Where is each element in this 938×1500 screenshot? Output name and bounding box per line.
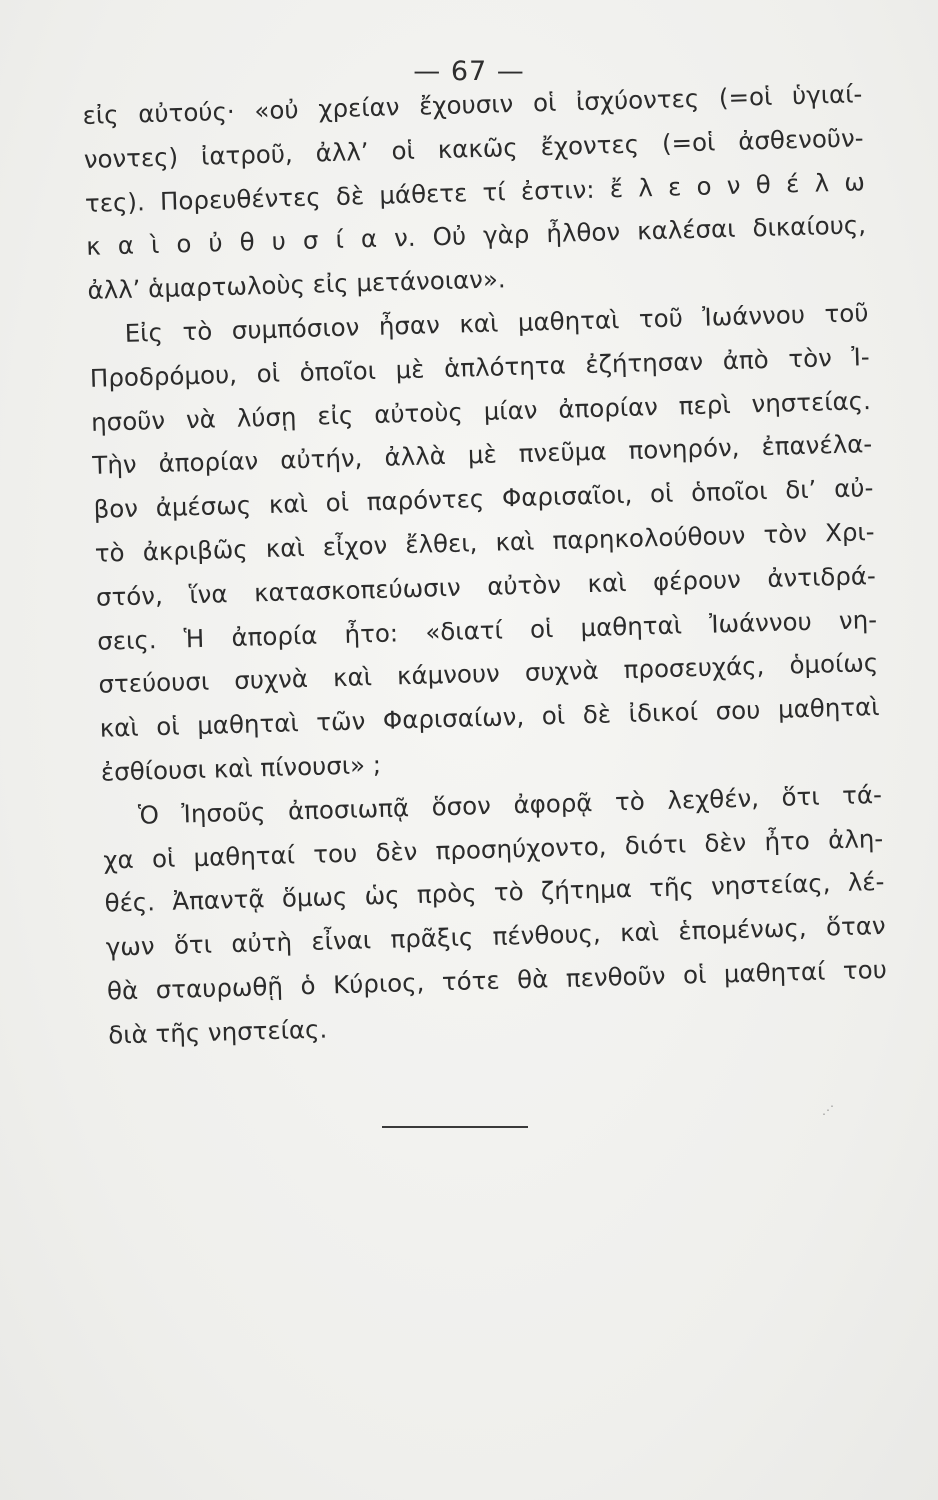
text-line: διὰ τῆς νηστείας. bbox=[107, 1014, 328, 1050]
page-number: — 67 — bbox=[413, 56, 525, 87]
text-line: Προδρόμου, οἱ ὁποῖοι μὲ ἁπλότητα ἐζήτησαν ἀπὸ τὸν Ἰ- bbox=[89, 341, 871, 393]
paragraph-start-line: Ὁ Ἰησοῦς ἀποσιωπᾷ ὅσον ἀφορᾷ τὸ λεχθέν, ὅτι τά- bbox=[137, 779, 883, 830]
text-line: γων ὅτι αὐτὴ εἶναι πρᾶξις πένθους, καὶ ἑπομένως, ὅταν bbox=[105, 911, 886, 962]
text-line: θές. Ἀπαντᾷ ὅμως ὡς πρὸς τὸ ζήτημα τῆς νηστείας, λέ- bbox=[104, 867, 885, 919]
text-line: καὶ οἱ μαθηταὶ τῶν Φαρισαίων, οἱ δὲ ἰδικοί σου μαθηταὶ bbox=[99, 692, 880, 743]
text-line: εἰς αὐτούς· «οὐ χρείαν ἔχουσιν οἱ ἰσχύοντες (=οἱ ὑγιαί- bbox=[82, 79, 863, 130]
text-line: στεύουσι συχνὰ καὶ κάμνουν συχνὰ προσευχάς, ὁμοίως bbox=[98, 648, 879, 700]
text-line: τες). Πορευθέντες δὲ μάθετε τί ἐστιν: ἔ λ ε ο ν θ έ λ ω bbox=[84, 166, 866, 218]
text-line: νοντες) ἰατροῦ, ἀλλ’ οἱ κακῶς ἔχοντες (=οἱ ἀσθενοῦν- bbox=[83, 122, 864, 174]
body-text bbox=[82, 72, 889, 1057]
text-line: ἐσθίουσι καὶ πίνουσι» ; bbox=[100, 749, 382, 787]
text-line: τὸ ἀκριβῶς καὶ εἶχον ἔλθει, καὶ παρηκολούθουν τὸν Χρι- bbox=[94, 517, 875, 568]
text-line: ησοῦν νὰ λύσῃ εἰς αὐτοὺς μίαν ἀπορίαν περὶ νηστείας. bbox=[90, 385, 872, 437]
text-line: Τὴν ἀπορίαν αὐτήν, ἀλλὰ μὲ πνεῦμα πονηρόν, ἐπανέλα- bbox=[91, 429, 873, 481]
text-line: ἀλλ’ ἁμαρτωλοὺς εἰς μετάνοιαν». bbox=[87, 264, 507, 306]
paragraph-start-line: Εἰς τὸ συμπόσιον ἦσαν καὶ μαθηταὶ τοῦ Ἰωάννου τοῦ bbox=[124, 298, 869, 348]
text-line: θὰ σταυρωθῇ ὁ Κύριος, τότε θὰ πενθοῦν οἱ μαθηταί του bbox=[106, 954, 888, 1006]
section-divider bbox=[382, 1126, 528, 1128]
text-line: χα οἱ μαθηταί του δὲν προσηύχοντο, διότι δὲν ἦτο ἀλη- bbox=[102, 823, 884, 875]
text-line: κ α ὶ ο ὐ θ υ σ ί α ν. Οὐ γὰρ ἦλθον καλέσαι δικαίους, bbox=[85, 210, 867, 262]
text-line: σεις. Ἡ ἀπορία ἦτο: «διατί οἱ μαθηταὶ Ἰωάννου νη- bbox=[96, 604, 878, 656]
text-line: στόν, ἵνα κατασκοπεύωσιν αὐτὸν καὶ φέρουν ἀντιδρά- bbox=[95, 560, 877, 612]
paper-speck: ⋰ bbox=[822, 1103, 834, 1117]
text-line: βον ἀμέσως καὶ οἱ παρόντες Φαρισαῖοι, οἱ ὁποῖοι δι’ αὐ- bbox=[93, 473, 874, 525]
